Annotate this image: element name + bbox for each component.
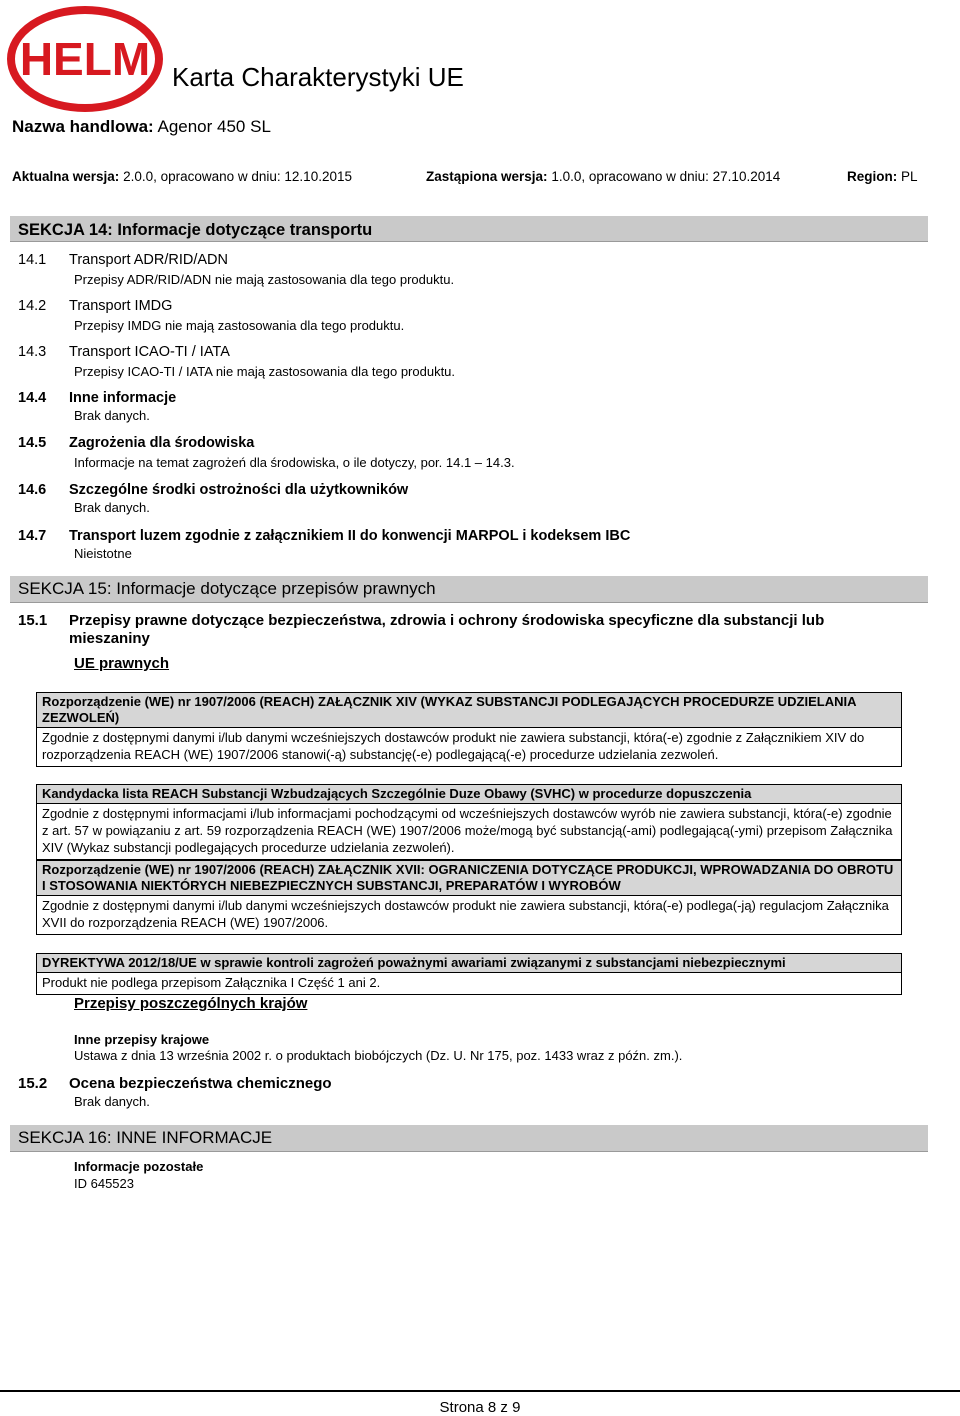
other-national-label: Inne przepisy krajowe [74,1032,210,1047]
regulation-box-seveso [36,953,902,995]
region-label: Region: [847,169,898,184]
item-14-6-text: Brak danych. [74,500,150,515]
regulation-box-text: Zgodnie z dostępnymi informacjami i/lub informacjami pochodzącymi od wcześniejszych dostawców wyrób nie zawiera substancji, która(-e) zgodnie z art. 57 w powiązaniu z art. 59 rozporządzenia REACH (WE) 1907/2006 może/mogą być substancją(-ami) podlegającą(-ymi) przepisom Załącznika XIV (Wykaz substancji podlegających procedurze udzielania zezwoleń). [42,806,893,855]
document-title: Karta Charakterystyki UE [172,62,464,92]
item-14-1-number: 14.1 [18,252,47,268]
regulation-box-annex-xiv [36,692,902,767]
current-version [12,169,352,184]
item-15-2-title: Ocena bezpieczeństwa chemicznego [69,1075,332,1092]
item-14-3-title: Transport ICAO-TI / IATA [69,344,230,360]
item-14-6-title: Szczególne środki ostrożności dla użytkowników [69,482,409,498]
regulation-box-text: Zgodnie z dostępnymi danymi i/lub danymi wcześniejszych dostawców produkt nie zawiera substancji, która(-e) podlega(-ją) regulacjom Załącznika XVII do rozporządzenia REACH (WE) 1907/2006. [42,898,889,930]
helm-logo [6,4,164,114]
trade-name [12,117,271,137]
eu-regulations-heading: UE prawnych [74,655,170,672]
item-14-1-title: Transport ADR/RID/ADN [69,252,228,268]
regulation-box-text: Zgodnie z dostępnymi danymi i/lub danymi wcześniejszych dostawców produkt nie zawiera substancji, która(-e) zgodnie z Załącznikiem XIV do rozporządzenia REACH (WE) 1907/2006 stanowi(-ą) substancję(-e) podlegającą(-e) procedurze udzielania zezwoleń. [42,730,865,762]
trade-name-value: Agenor 450 SL [157,117,271,136]
item-14-4-number: 14.4 [18,390,47,406]
region [847,169,918,184]
item-14-3-text: Przepisy ICAO-TI / IATA nie mają zastosowania dla tego produktu. [74,364,456,379]
other-national-text: Ustawa z dnia 13 września 2002 r. o produktach biobójczych (Dz. U. Nr 175, poz. 1433 wraz z późn. zm.). [74,1048,683,1063]
other-info-value: ID 645523 [74,1176,134,1191]
item-14-5-title: Zagrożenia dla środowiska [69,435,255,451]
replaced-version [426,169,780,184]
item-14-2-number: 14.2 [18,298,47,314]
region-value: PL [901,169,918,184]
regulation-box-svhc [36,784,902,860]
regulation-box-title: Rozporządzenie (WE) nr 1907/2006 (REACH) ZAŁĄCZNIK XVII: OGRANICZENIA DOTYCZĄCE PRODUKCJI, WPROWADZANIA DO OBROTU I STOSOWANIA NIEKTÓRYCH NIEBEZPIECZNYCH SUBSTANCJI, PREPARATÓW I WYROBÓW [37,861,901,896]
item-14-4-title: Inne informacje [69,390,177,406]
footer-divider [0,1390,960,1392]
item-14-2-text: Przepisy IMDG nie mają zastosowania dla tego produktu. [74,318,405,333]
other-info-label: Informacje pozostałe [74,1159,204,1174]
item-15-2-text: Brak danych. [74,1094,150,1109]
regulation-box-title: Rozporządzenie (WE) nr 1907/2006 (REACH) ZAŁĄCZNIK XIV (WYKAZ SUBSTANCJI PODLEGAJĄCYCH PROCEDURZE UDZIELANIA ZEZWOLEŃ) [37,693,901,728]
item-15-1-title-line2: mieszaniny [69,630,150,647]
item-15-2-number: 15.2 [18,1075,48,1092]
trade-name-label: Nazwa handlowa: [12,117,154,136]
current-version-value: 2.0.0, opracowano w dniu: 12.10.2015 [123,169,352,184]
item-15-1-number: 15.1 [18,612,48,629]
item-14-5-number: 14.5 [18,435,47,451]
item-14-4-text: Brak danych. [74,408,150,423]
item-14-6-number: 14.6 [18,482,47,498]
regulation-box-title: Kandydacka lista REACH Substancji Wzbudzających Szczególnie Duze Obawy (SVHC) w procedurze dopuszczenia [37,785,901,804]
item-14-7-number: 14.7 [18,528,47,544]
regulation-box-annex-xvii [36,860,902,935]
item-14-2-title: Transport IMDG [69,298,173,314]
replaced-version-label: Zastąpiona wersja: [426,169,548,184]
logo-text: HELM [19,33,151,85]
replaced-version-value: 1.0.0, opracowano w dniu: 27.10.2014 [551,169,781,184]
regulation-box-text: Produkt nie podlega przepisom Załącznika I Część 1 ani 2. [42,975,381,990]
item-14-7-text: Nieistotne [74,546,132,561]
regulation-box-title: DYREKTYWA 2012/18/UE w sprawie kontroli zagrożeń poważnymi awariami związanymi z substancjami niebezpiecznymi [37,954,901,973]
item-14-5-text: Informacje na temat zagrożeń dla środowiska, o ile dotyczy, por. 14.1 – 14.3. [74,455,515,470]
section-16-header: SEKCJA 16: INNE INFORMACJE [10,1125,928,1152]
item-14-3-number: 14.3 [18,344,47,360]
item-15-1-title-line1: Przepisy prawne dotyczące bezpieczeństwa, zdrowia i ochrony środowiska specyficzne dla substancji lub [69,612,825,629]
section-15-header: SEKCJA 15: Informacje dotyczące przepisów prawnych [10,576,928,603]
item-14-7-title: Transport luzem zgodnie z załącznikiem II do konwencji MARPOL i kodeksem IBC [69,528,631,544]
page-number: Strona 8 z 9 [439,1399,521,1416]
section-14-header: SEKCJA 14: Informacje dotyczące transportu [10,216,928,242]
item-14-1-text: Przepisy ADR/RID/ADN nie mają zastosowania dla tego produktu. [74,272,455,287]
current-version-label: Aktualna wersja: [12,169,120,184]
national-regulations-heading: Przepisy poszczególnych krajów [74,995,308,1012]
